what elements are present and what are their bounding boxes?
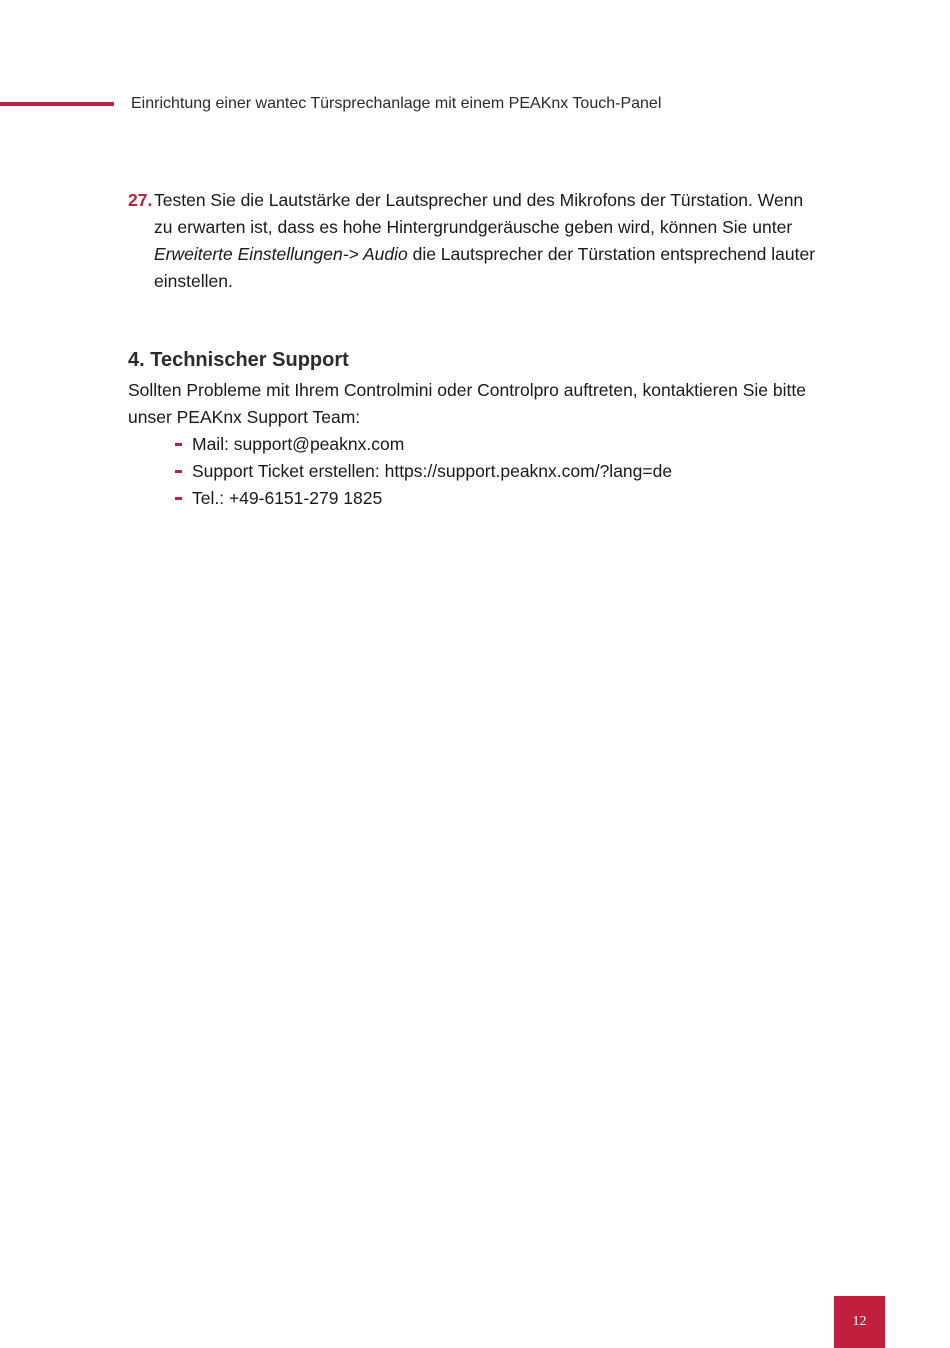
support-item-mail <box>172 431 672 458</box>
dash-bullet-icon <box>175 470 182 473</box>
support-item-phone <box>172 485 672 512</box>
step-number: 27. <box>128 190 153 210</box>
step-text-part-1: Testen Sie die Lautstärke der Lautsprecher und des Mikrofons der Türstation. Wenn zu erwarten ist, dass es hohe Hintergrundgeräusche geben wird, können Sie unter <box>154 190 804 237</box>
support-item-label: Support Ticket erstellen: https://support.peaknx.com/?lang=de <box>192 461 673 481</box>
page-number-badge <box>834 1296 885 1348</box>
step-text <box>154 187 818 295</box>
section-heading: 4. Technischer Support <box>128 349 349 371</box>
section-body-text: Sollten Probleme mit Ihrem Controlmini oder Controlpro auftreten, kontaktieren Sie bitte unser PEAKnx Support Team: <box>128 380 806 427</box>
instruction-step <box>128 187 818 295</box>
support-item-ticket <box>172 458 672 485</box>
support-item-label: Mail: support@peaknx.com <box>192 434 405 454</box>
step-text-menu-path: Erweiterte Einstellungen-> Audio <box>154 244 408 264</box>
support-item-label: Tel.: +49-6151-279 1825 <box>192 488 383 508</box>
support-contact-list <box>172 431 672 512</box>
document-header-title: Einrichtung einer wantec Türsprechanlage mit einem PEAKnx Touch-Panel <box>131 95 662 112</box>
header-accent-rule <box>0 102 114 106</box>
dash-bullet-icon <box>175 497 182 500</box>
step-text-part-2: die Lautsprecher der Türstation entsprechend lauter einstellen. <box>154 244 816 291</box>
dash-bullet-icon <box>175 443 182 446</box>
page-number: 12 <box>852 1314 867 1329</box>
